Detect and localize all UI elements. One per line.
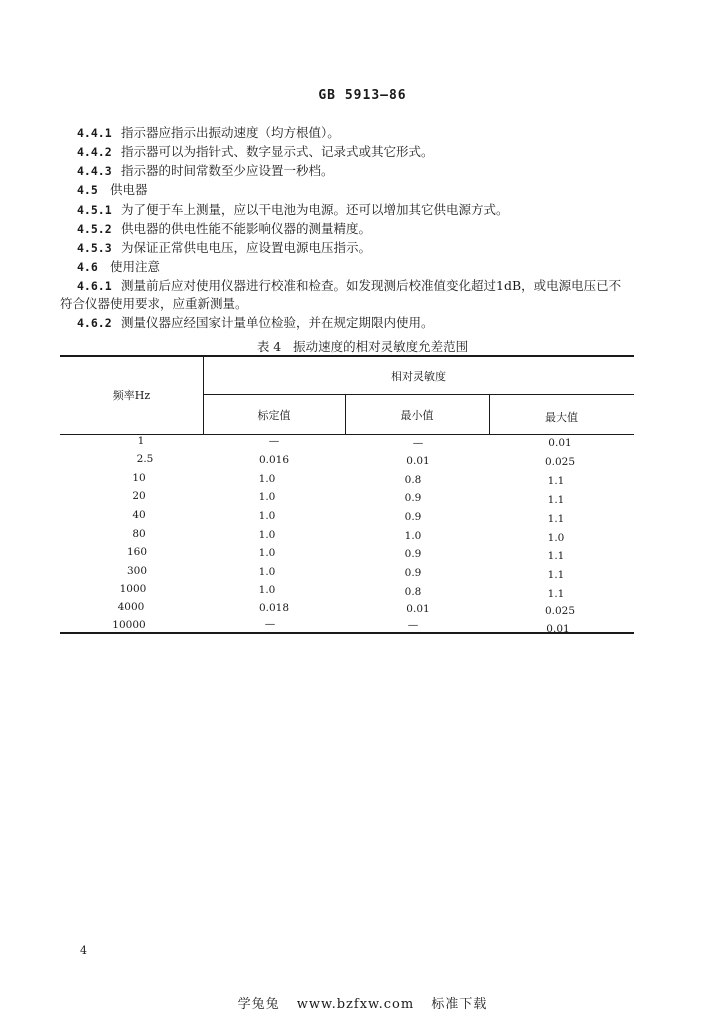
cell-min: 0.9 xyxy=(404,511,422,523)
cell-min: 0.01 xyxy=(406,603,430,615)
cell-frequency: 160 xyxy=(126,546,148,558)
clause-text: 指示器应指示出振动速度（均方根值）。 xyxy=(121,125,340,140)
cell-nominal: — xyxy=(268,435,280,447)
footer-slogan: 标准下载 xyxy=(431,997,488,1012)
cell-nominal: 1.0 xyxy=(258,491,276,503)
clause-text: 为了便于车上测量，应以干电池为电源。还可以增加其它供电源方式。 xyxy=(121,202,509,217)
cell-min: 0.8 xyxy=(404,586,422,598)
cell-max: 1.1 xyxy=(547,475,565,487)
cell-nominal: 1.0 xyxy=(258,510,276,522)
cell-min: 0.9 xyxy=(404,548,422,560)
header-relative-sensitivity: 相对灵敏度 xyxy=(391,370,446,383)
clause-text: 测量前后应对使用仪器进行校准和检查。如发现测后校准值变化超过1dB，或电源电压已不 xyxy=(121,278,622,293)
cell-frequency: 4000 xyxy=(117,601,145,613)
footer-url[interactable]: www.bzfxw.com xyxy=(296,997,415,1012)
clause-number: 4.4.1 xyxy=(77,126,112,140)
cell-min: 0.8 xyxy=(404,474,422,486)
cell-nominal: 1.0 xyxy=(258,547,276,559)
table-caption: 表 4 振动速度的相对灵敏度允差范围 xyxy=(256,339,469,354)
cell-frequency: 10000 xyxy=(112,619,146,631)
cell-max: 0.025 xyxy=(544,456,576,468)
cell-nominal: 1.0 xyxy=(258,584,276,596)
header-max: 最大值 xyxy=(545,411,578,424)
cell-frequency: 80 xyxy=(132,528,146,540)
clause-text: 为保证正常供电电压，应设置电源电压指示。 xyxy=(121,240,372,255)
cell-nominal: 1.0 xyxy=(258,529,276,541)
clause-text-continued: 符合仪器使用要求，应重新测量。 xyxy=(60,296,248,311)
cell-nominal: — xyxy=(264,618,276,630)
table-top-rule xyxy=(60,355,634,357)
cell-max: 1.1 xyxy=(547,494,565,506)
clause-number: 4.6.2 xyxy=(77,316,112,330)
clause-number: 4.6 xyxy=(77,260,98,274)
cell-nominal: 1.0 xyxy=(258,473,276,485)
clause-number: 4.4.2 xyxy=(77,145,112,159)
cell-max: 1.1 xyxy=(547,569,565,581)
cell-min: — xyxy=(407,619,419,631)
cell-max: 0.01 xyxy=(548,437,572,449)
footer-site-name: 学兔兔 xyxy=(237,997,280,1012)
cell-max: 0.01 xyxy=(546,623,570,635)
clause-number: 4.5.3 xyxy=(77,241,112,255)
cell-nominal: 0.016 xyxy=(258,454,290,466)
header-nominal: 标定值 xyxy=(257,409,291,422)
cell-min: 0.9 xyxy=(404,492,422,504)
cell-max: 1.1 xyxy=(547,588,565,600)
cell-frequency: 2.5 xyxy=(136,453,154,465)
cell-max: 0.025 xyxy=(544,605,576,617)
page-number: 4 xyxy=(80,944,87,957)
cell-max: 1.1 xyxy=(547,513,565,525)
clause-number: 4.5 xyxy=(77,183,98,197)
clause-number: 4.5.1 xyxy=(77,203,112,217)
clause-number: 4.5.2 xyxy=(77,222,112,236)
header-frequency: 频率Hz xyxy=(112,389,151,402)
header-min: 最小值 xyxy=(400,409,434,422)
clause-text: 供电器的供电性能不能影响仪器的测量精度。 xyxy=(121,221,372,236)
cell-frequency: 20 xyxy=(132,490,146,502)
clause-text: 指示器可以为指针式、数字显示式、记录式或其它形式。 xyxy=(121,144,434,159)
cell-max: 1.1 xyxy=(547,550,565,562)
cell-frequency: 40 xyxy=(132,509,146,521)
clause-text: 供电器 xyxy=(110,182,148,197)
clause-number: 4.6.1 xyxy=(77,279,112,293)
cell-min: — xyxy=(412,437,424,449)
table-mid-rule xyxy=(203,394,634,395)
cell-frequency: 1 xyxy=(137,435,145,447)
cell-frequency: 10 xyxy=(132,472,146,484)
clause-text: 测量仪器应经国家计量单位检验，并在规定期限内使用。 xyxy=(121,315,434,330)
cell-min: 0.9 xyxy=(404,567,422,579)
clause-text: 指示器的时间常数至少应设置一秒档。 xyxy=(121,163,334,178)
clause-number: 4.4.3 xyxy=(77,164,112,178)
watermark-footer xyxy=(0,993,725,1012)
cell-min: 1.0 xyxy=(404,530,422,542)
cell-nominal: 1.0 xyxy=(258,566,276,578)
cell-frequency: 300 xyxy=(126,565,148,577)
cell-max: 1.0 xyxy=(547,532,565,544)
cell-min: 0.01 xyxy=(406,455,430,467)
clause-text: 使用注意 xyxy=(110,259,161,274)
cell-frequency: 1000 xyxy=(119,583,147,595)
cell-nominal: 0.018 xyxy=(258,602,290,614)
document-code-header: GB 5913—86 xyxy=(318,88,407,103)
